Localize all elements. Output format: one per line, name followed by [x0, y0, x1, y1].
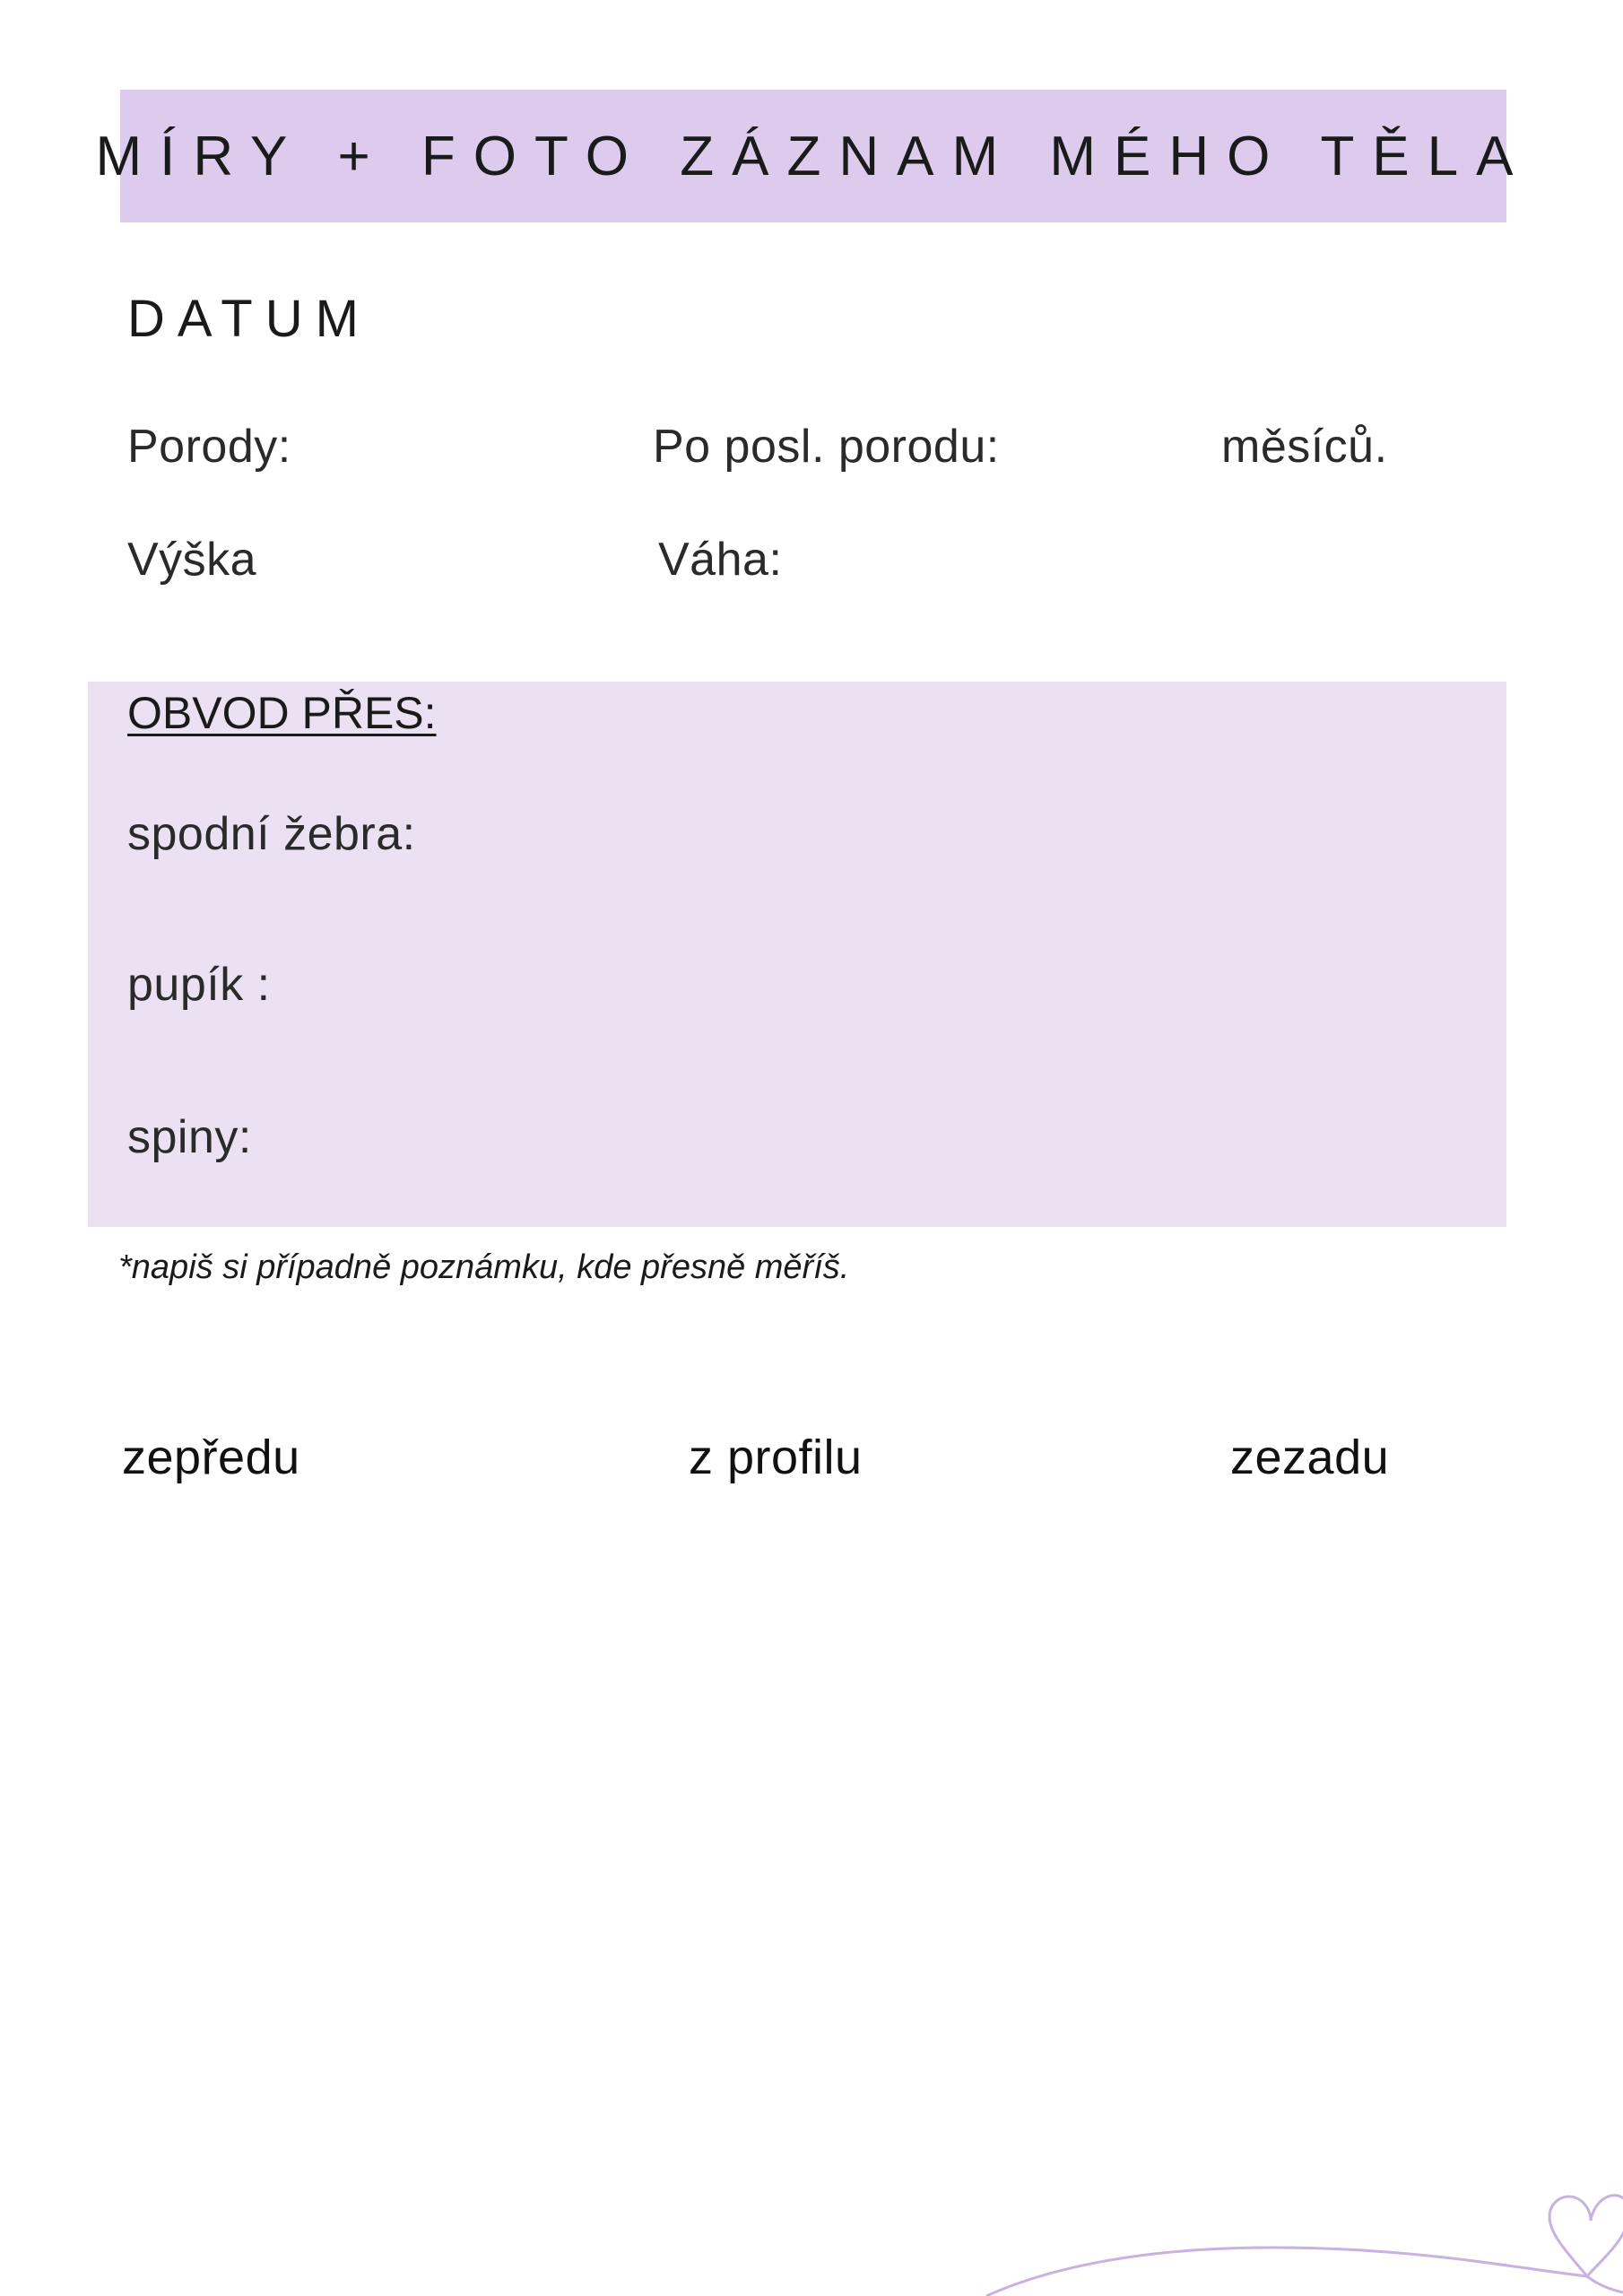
births-label: Porody:: [127, 421, 291, 473]
circumference-heading: OBVOD PŘES:: [127, 688, 437, 738]
navel-label: pupík :: [127, 959, 271, 1011]
page-title: MÍRY + FOTO ZÁZNAM MÉHO TĚLA: [95, 125, 1532, 187]
weight-label: Váha:: [658, 534, 783, 586]
since-last-birth-label: Po posl. porodu:: [653, 421, 1000, 473]
photo-front-label: zepředu: [122, 1431, 300, 1484]
hip-spines-label: spiny:: [127, 1111, 252, 1163]
heart-swirl-icon: [968, 2170, 1623, 2296]
lower-ribs-label: spodní žebra:: [127, 808, 416, 860]
photo-back-label: zezadu: [1230, 1431, 1390, 1484]
measurement-note: *napiš si případně poznámku, kde přesně měříš.: [118, 1248, 850, 1286]
circumference-panel: [88, 682, 1506, 1227]
photo-profile-label: z profilu: [689, 1431, 863, 1484]
height-label: Výška: [127, 534, 257, 586]
months-label: měsíců.: [1221, 421, 1388, 473]
date-label: DATUM: [127, 290, 371, 348]
title-band: [95, 90, 1532, 222]
